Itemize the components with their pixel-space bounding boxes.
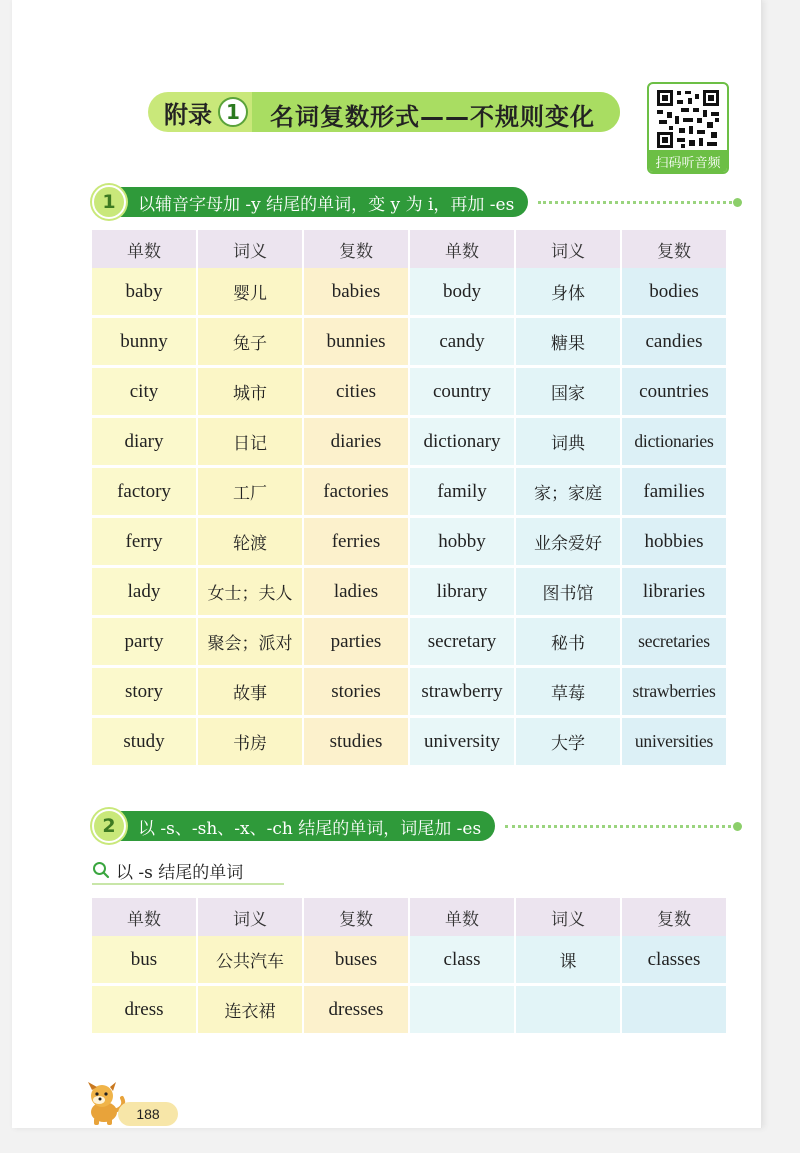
page-number: 188 — [118, 1102, 178, 1126]
subsection-title: 以 -s 结尾的单词 — [116, 862, 244, 883]
column-header-meaning: 词义 — [516, 230, 622, 268]
title-banner — [148, 92, 620, 132]
column-header-meaning: 词义 — [516, 898, 622, 936]
table-row — [92, 518, 728, 568]
cell-plural: countries — [622, 368, 728, 418]
cell-plural: diaries — [304, 418, 410, 468]
cell-meaning: 工厂 — [198, 468, 304, 518]
section-1-number: 1 — [92, 185, 126, 219]
cell-plural: ladies — [304, 568, 410, 618]
irregular-plural-table-y — [92, 230, 728, 768]
cell-plural: families — [622, 468, 728, 518]
table-row — [92, 986, 728, 1036]
cell-plural: libraries — [622, 568, 728, 618]
column-header-plural: 复数 — [622, 898, 728, 936]
section-1-title: 以辅音字母加 -y 结尾的单词，变 y 为 i，再加 -es — [120, 187, 528, 217]
cell-plural — [622, 986, 728, 1036]
section-2-number: 2 — [92, 809, 126, 843]
dotted-divider — [505, 825, 738, 828]
section-2-title: 以 -s、-sh、-x、-ch 结尾的单词，词尾加 -es — [120, 811, 495, 841]
cell-meaning: 书房 — [198, 718, 304, 768]
table-header-row — [92, 898, 728, 936]
cell-singular: class — [410, 936, 516, 986]
title-number: 1 — [218, 97, 248, 127]
column-header-singular: 单数 — [92, 230, 198, 268]
cell-meaning: 业余爱好 — [516, 518, 622, 568]
cell-meaning: 国家 — [516, 368, 622, 418]
cell-singular: strawberry — [410, 668, 516, 718]
cell-singular: factory — [92, 468, 198, 518]
cell-singular — [410, 986, 516, 1036]
cell-plural: buses — [304, 936, 410, 986]
table-row — [92, 268, 728, 318]
cell-meaning: 女士；夫人 — [198, 568, 304, 618]
cell-singular: study — [92, 718, 198, 768]
cell-meaning: 故事 — [198, 668, 304, 718]
table-row — [92, 618, 728, 668]
cell-plural: universities — [622, 718, 728, 768]
cell-plural: secretaries — [622, 618, 728, 668]
column-header-meaning: 词义 — [198, 898, 304, 936]
cell-singular: bus — [92, 936, 198, 986]
cell-singular: dictionary — [410, 418, 516, 468]
cell-plural: bunnies — [304, 318, 410, 368]
cell-singular: family — [410, 468, 516, 518]
cell-plural: babies — [304, 268, 410, 318]
cell-plural: studies — [304, 718, 410, 768]
table-row — [92, 668, 728, 718]
column-header-singular: 单数 — [410, 898, 516, 936]
column-header-singular: 单数 — [92, 898, 198, 936]
cell-meaning: 课 — [516, 936, 622, 986]
table-row — [92, 936, 728, 986]
subsection-header — [92, 857, 284, 885]
cell-singular: diary — [92, 418, 198, 468]
cell-meaning: 词典 — [516, 418, 622, 468]
cell-plural: strawberries — [622, 668, 728, 718]
plural-table-s — [92, 898, 728, 1036]
cell-plural: bodies — [622, 268, 728, 318]
cell-singular: city — [92, 368, 198, 418]
title-appendix: 附录 — [164, 100, 212, 129]
column-header-plural: 复数 — [304, 898, 410, 936]
cell-singular: candy — [410, 318, 516, 368]
dotted-divider — [538, 201, 738, 204]
cell-singular: party — [92, 618, 198, 668]
cell-meaning: 日记 — [198, 418, 304, 468]
section-1-header — [92, 184, 738, 220]
column-header-plural: 复数 — [622, 230, 728, 268]
cell-plural: dresses — [304, 986, 410, 1036]
table-header-row — [92, 230, 728, 268]
cell-singular: lady — [92, 568, 198, 618]
column-header-meaning: 词义 — [198, 230, 304, 268]
cell-plural: parties — [304, 618, 410, 668]
cell-singular: bunny — [92, 318, 198, 368]
search-icon — [92, 861, 110, 879]
cell-meaning: 兔子 — [198, 318, 304, 368]
cell-meaning: 家；家庭 — [516, 468, 622, 518]
table-row — [92, 468, 728, 518]
cell-singular: baby — [92, 268, 198, 318]
cell-plural: ferries — [304, 518, 410, 568]
section-2-header — [92, 808, 738, 844]
cell-singular: secretary — [410, 618, 516, 668]
qr-code-box[interactable] — [647, 82, 729, 174]
cell-plural: candies — [622, 318, 728, 368]
cell-singular: country — [410, 368, 516, 418]
table-row — [92, 418, 728, 468]
cell-meaning: 婴儿 — [198, 268, 304, 318]
cell-plural: hobbies — [622, 518, 728, 568]
cell-meaning: 大学 — [516, 718, 622, 768]
cell-singular: university — [410, 718, 516, 768]
cell-singular: ferry — [92, 518, 198, 568]
cell-meaning: 聚会；派对 — [198, 618, 304, 668]
cell-plural: stories — [304, 668, 410, 718]
table-row — [92, 718, 728, 768]
cell-meaning: 身体 — [516, 268, 622, 318]
column-header-singular: 单数 — [410, 230, 516, 268]
cell-meaning — [516, 986, 622, 1036]
qr-code-icon — [655, 88, 721, 150]
cell-meaning: 连衣裙 — [198, 986, 304, 1036]
cell-meaning: 图书馆 — [516, 568, 622, 618]
cell-plural: cities — [304, 368, 410, 418]
cell-singular: dress — [92, 986, 198, 1036]
cell-meaning: 秘书 — [516, 618, 622, 668]
qr-label: 扫码听音频 — [649, 150, 727, 172]
cell-meaning: 草莓 — [516, 668, 622, 718]
table-row — [92, 568, 728, 618]
cell-singular: story — [92, 668, 198, 718]
cell-meaning: 公共汽车 — [198, 936, 304, 986]
cell-plural: dictionaries — [622, 418, 728, 468]
cell-singular: body — [410, 268, 516, 318]
cell-meaning: 城市 — [198, 368, 304, 418]
table-row — [92, 318, 728, 368]
cell-plural: classes — [622, 936, 728, 986]
cell-meaning: 轮渡 — [198, 518, 304, 568]
page-title: 名词复数形式——不规则变化 — [270, 103, 595, 131]
table-row — [92, 368, 728, 418]
cell-plural: factories — [304, 468, 410, 518]
column-header-plural: 复数 — [304, 230, 410, 268]
cell-meaning: 糖果 — [516, 318, 622, 368]
cell-singular: library — [410, 568, 516, 618]
cell-singular: hobby — [410, 518, 516, 568]
